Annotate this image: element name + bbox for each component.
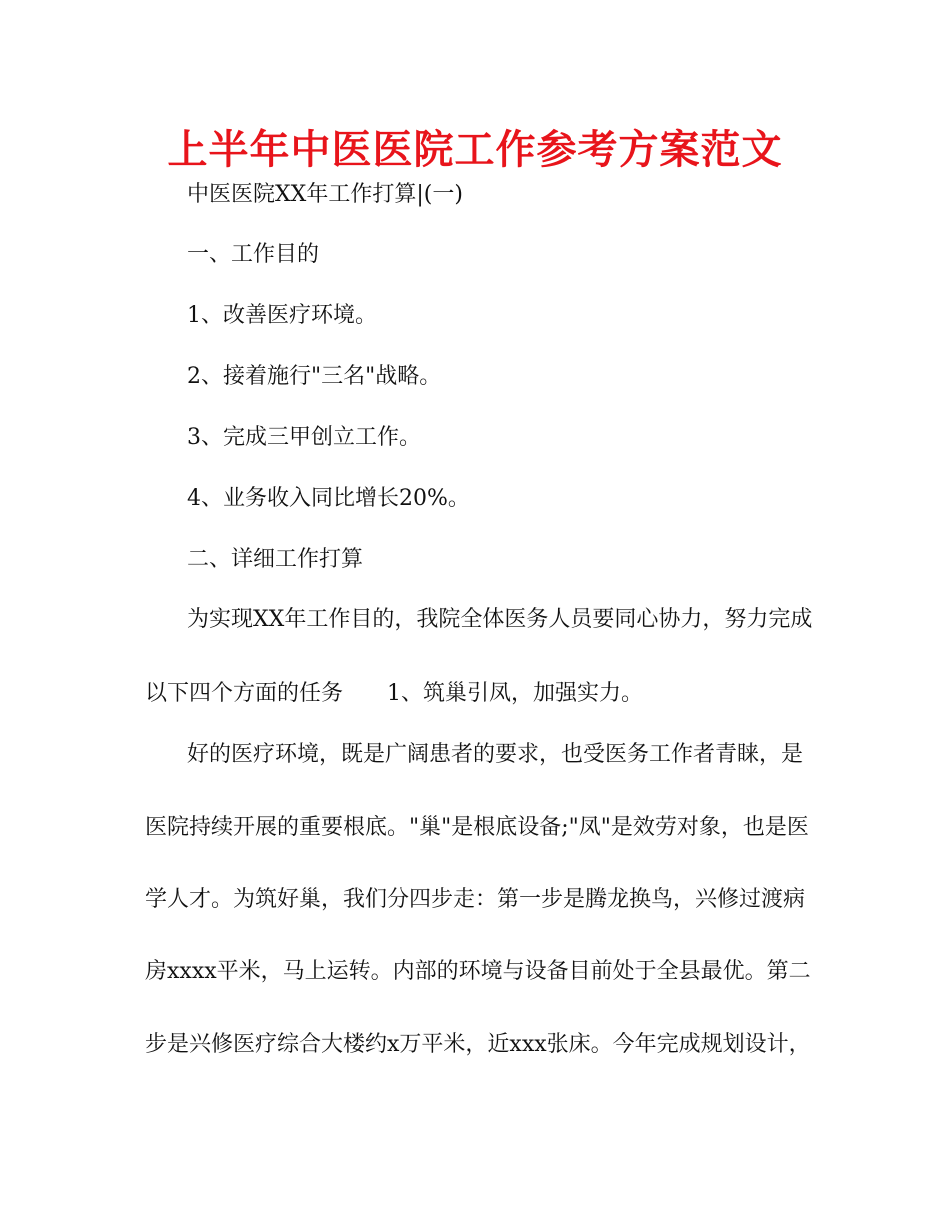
goal-item-1: 1、改善医疗环境。 — [187, 303, 377, 328]
paragraph-line: 步是兴修医疗综合大楼约x万平米，近xxx张床。今年完成规划设计， — [145, 1032, 811, 1057]
subsection-heading: 1、筑巢引凤，加强实力。 — [387, 681, 644, 706]
paragraph-line: 为实现XX年工作目的，我院全体医务人员要同心协力，努力完成 — [187, 607, 813, 632]
subtitle: 中医医院XX年工作打算|(一) — [187, 182, 463, 207]
paragraph-line: 学人才。为筑好巢，我们分四步走：第一步是腾龙换鸟，兴修过渡病 — [145, 887, 806, 912]
section-heading-plan: 二、详细工作打算 — [187, 547, 364, 572]
goal-item-2: 2、接着施行"三名"战略。 — [187, 364, 442, 389]
paragraph-line: 医院持续开展的重要根底。"巢"是根底设备;"凤"是效劳对象，也是医 — [145, 815, 809, 840]
paragraph-line — [145, 679, 643, 709]
paragraph-line: 好的医疗环境，既是广阔患者的要求，也受医务工作者青睐，是 — [187, 742, 804, 767]
goal-item-3: 3、完成三甲创立工作。 — [187, 425, 421, 450]
paragraph-text: 以下四个方面的任务 — [145, 681, 344, 706]
section-heading-goals: 一、工作目的 — [187, 242, 320, 267]
goal-item-4: 4、业务收入同比增长20%。 — [187, 486, 470, 511]
document-title: 上半年中医医院工作参考方案范文 — [167, 127, 783, 173]
paragraph-line: 房xxxx平米，马上运转。内部的环境与设备目前处于全县最优。第二 — [145, 959, 811, 984]
